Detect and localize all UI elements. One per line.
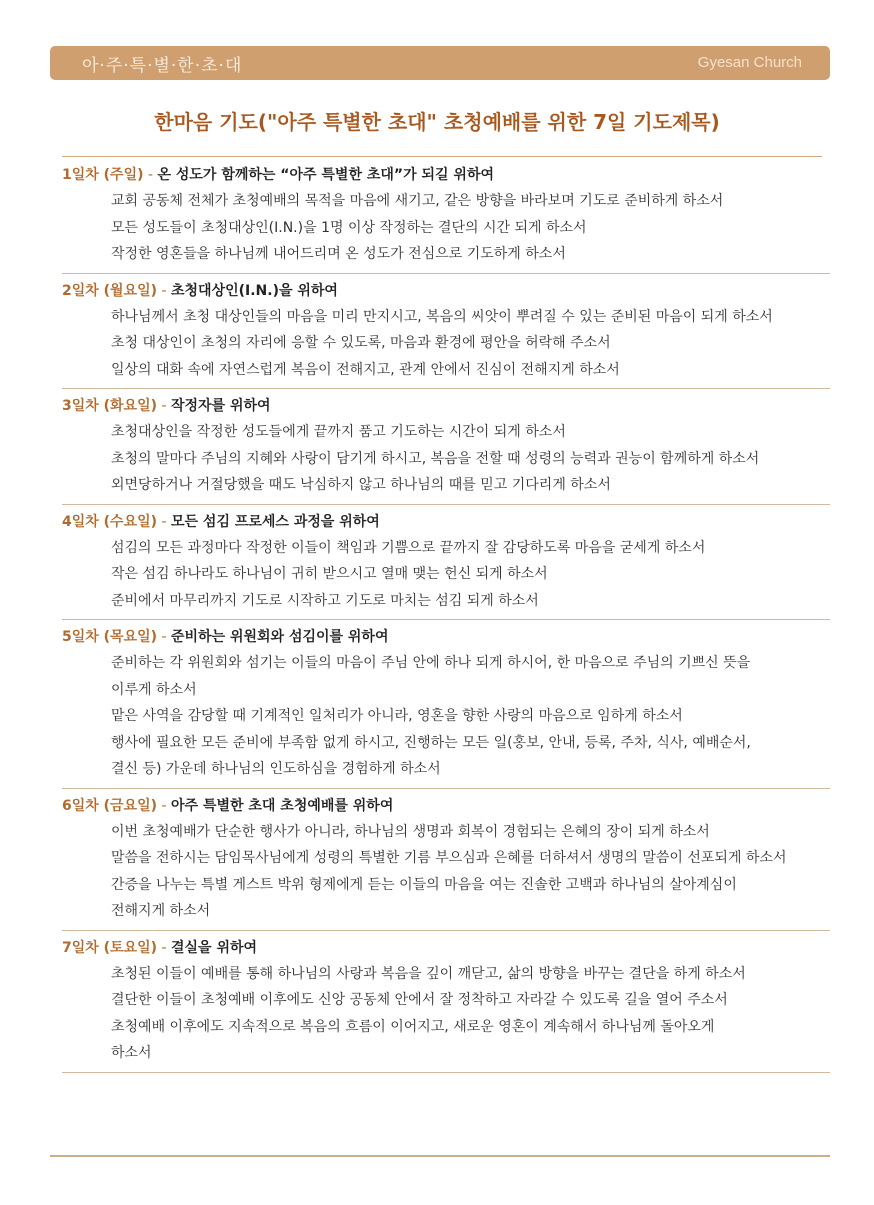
heading-separator: - [143, 167, 158, 183]
prayer-lines [62, 650, 830, 783]
prayer-line: 준비에서 마무리까지 기도로 시작하고 기도로 마치는 섬김 되게 하소서 [111, 592, 539, 609]
day-label: 1일차 (주일) [62, 167, 144, 183]
footer-divider [50, 1155, 830, 1157]
heading-separator: - [157, 629, 171, 645]
day-label: 3일차 (화요일) [62, 398, 158, 414]
day-topic: 아주 특별한 초대 초청예배를 위하여 [171, 797, 394, 814]
day-heading [62, 624, 830, 650]
prayer-line: 초청대상인을 작정한 성도들에게 끝까지 품고 기도하는 시간이 되게 하소서 [111, 424, 566, 440]
prayer-day [62, 624, 830, 789]
prayer-line: 섬김의 모든 과정마다 작정한 이들이 책임과 기쁨으로 끝까지 잘 감당하도록 마음을 굳세게 하소서 [111, 539, 706, 556]
prayer-line: 말씀을 전하시는 담임목사님에게 성령의 특별한 기름 부으심과 은혜를 더하셔서 생명의 말씀이 선포되게 하소서 [111, 850, 787, 866]
prayer-day [62, 278, 830, 390]
prayer-lines [62, 304, 830, 384]
day-topic: 초청대상인(I.N.)을 위하여 [171, 282, 338, 299]
prayer-line: 행사에 필요한 모든 준비에 부족함 없게 하시고, 진행하는 모든 일(홍보, 안내, 등록, 주차, 식사, 예배순서, [111, 734, 751, 751]
prayer-line: 결신 등) 가운데 하나님의 인도하심을 경험하게 하소서 [111, 761, 441, 777]
prayer-lines [62, 419, 830, 499]
day-heading [62, 393, 830, 419]
prayer-line: 간증을 나누는 특별 게스트 박위 형제에게 듣는 이들의 마음을 여는 진솔한 고백과 하나님의 살아계심이 [111, 876, 737, 893]
prayer-line: 하나님께서 초청 대상인들의 마음을 미리 만지시고, 복음의 씨앗이 뿌려질 수 있는 준비된 마음이 되게 하소서 [111, 308, 773, 325]
prayer-line: 교회 공동체 전체가 초청예배의 목적을 마음에 새기고, 같은 방향을 바라보며 기도로 준비하게 하소서 [111, 193, 724, 209]
prayer-line: 맡은 사역을 감당할 때 기계적인 일처리가 아니라, 영혼을 향한 사랑의 마음으로 임하게 하소서 [111, 708, 683, 724]
prayer-line: 작은 섬김 하나라도 하나님이 귀히 받으시고 열매 맺는 헌신 되게 하소서 [111, 566, 548, 582]
prayer-day [62, 393, 830, 505]
prayer-line: 결단한 이들이 초청예배 이후에도 신앙 공동체 안에서 잘 정착하고 자라갈 수 있도록 길을 열어 주소서 [111, 992, 728, 1008]
prayer-day [62, 935, 830, 1073]
heading-separator: - [157, 282, 171, 299]
prayer-day [62, 509, 830, 621]
prayer-lines [62, 819, 830, 925]
heading-separator: - [157, 398, 171, 414]
prayer-line: 작정한 영혼들을 하나님께 내어드리며 온 성도가 전심으로 기도하게 하소서 [111, 246, 566, 262]
day-heading [62, 935, 830, 961]
day-label: 5일차 (목요일) [62, 629, 158, 645]
day-label: 6일차 (금요일) [62, 797, 158, 814]
prayer-line: 초청의 말마다 주님의 지혜와 사랑이 담기게 하시고, 복음을 전할 때 성령의 능력과 권능이 함께하게 하소서 [111, 450, 760, 467]
day-label: 2일차 (월요일) [62, 282, 158, 299]
prayer-line: 초청 대상인이 초청의 자리에 응할 수 있도록, 마음과 환경에 평안을 허락해 주소서 [111, 335, 611, 351]
brand-title: 아·주·특·별·한·초·대 [82, 56, 243, 76]
prayer-line: 이루게 하소서 [111, 681, 197, 698]
day-label: 4일차 (수요일) [62, 513, 158, 530]
header-banner [50, 46, 830, 80]
church-name: Gyesan Church [697, 54, 802, 71]
day-topic: 결실을 위하여 [171, 939, 258, 956]
prayer-list [62, 162, 830, 1077]
page-title: 한마음 기도("아주 특별한 초대" 초청예배를 위한 7일 기도제목) [154, 110, 720, 134]
day-label: 7일차 (토요일) [62, 939, 158, 956]
day-heading [62, 278, 830, 304]
prayer-line: 외면당하거나 거절당했을 때도 낙심하지 않고 하나님의 때를 믿고 기다리게 하소서 [111, 477, 611, 493]
heading-separator: - [157, 939, 171, 956]
prayer-day [62, 162, 830, 274]
title-divider [62, 156, 822, 157]
prayer-line: 하소서 [111, 1045, 152, 1061]
prayer-line: 전해지게 하소서 [111, 903, 211, 919]
prayer-lines [62, 188, 830, 268]
prayer-line: 이번 초청예배가 단순한 행사가 아니라, 하나님의 생명과 회복이 경험되는 은혜의 장이 되게 하소서 [111, 823, 710, 840]
prayer-line: 일상의 대화 속에 자연스럽게 복음이 전해지고, 관계 안에서 진심이 전해지게 하소서 [111, 361, 620, 378]
day-topic: 준비하는 위원회와 섬김이를 위하여 [171, 629, 389, 645]
day-topic: 작정자를 위하여 [171, 398, 271, 414]
day-heading [62, 162, 830, 188]
prayer-lines [62, 535, 830, 615]
prayer-line: 준비하는 각 위원회와 섬기는 이들의 마음이 주님 안에 하나 되게 하시어, 한 마음으로 주님의 기쁘신 뜻을 [111, 655, 751, 671]
heading-separator: - [157, 797, 171, 814]
day-heading [62, 509, 830, 535]
prayer-day [62, 793, 830, 931]
day-heading [62, 793, 830, 819]
day-topic: 모든 섬김 프로세스 과정을 위하여 [171, 513, 380, 530]
prayer-lines [62, 961, 830, 1067]
prayer-line: 모든 성도들이 초청대상인(I.N.)을 1명 이상 작정하는 결단의 시간 되게 하소서 [111, 219, 587, 236]
day-topic: 온 성도가 함께하는 “아주 특별한 초대”가 되길 위하여 [157, 167, 494, 183]
prayer-line: 초청예배 이후에도 지속적으로 복음의 흐름이 이어지고, 새로운 영혼이 계속해서 하나님께 돌아오게 [111, 1018, 715, 1035]
heading-separator: - [157, 513, 171, 530]
prayer-line: 초청된 이들이 예배를 통해 하나님의 사랑과 복음을 깊이 깨닫고, 삶의 방향을 바꾸는 결단을 하게 하소서 [111, 965, 746, 982]
